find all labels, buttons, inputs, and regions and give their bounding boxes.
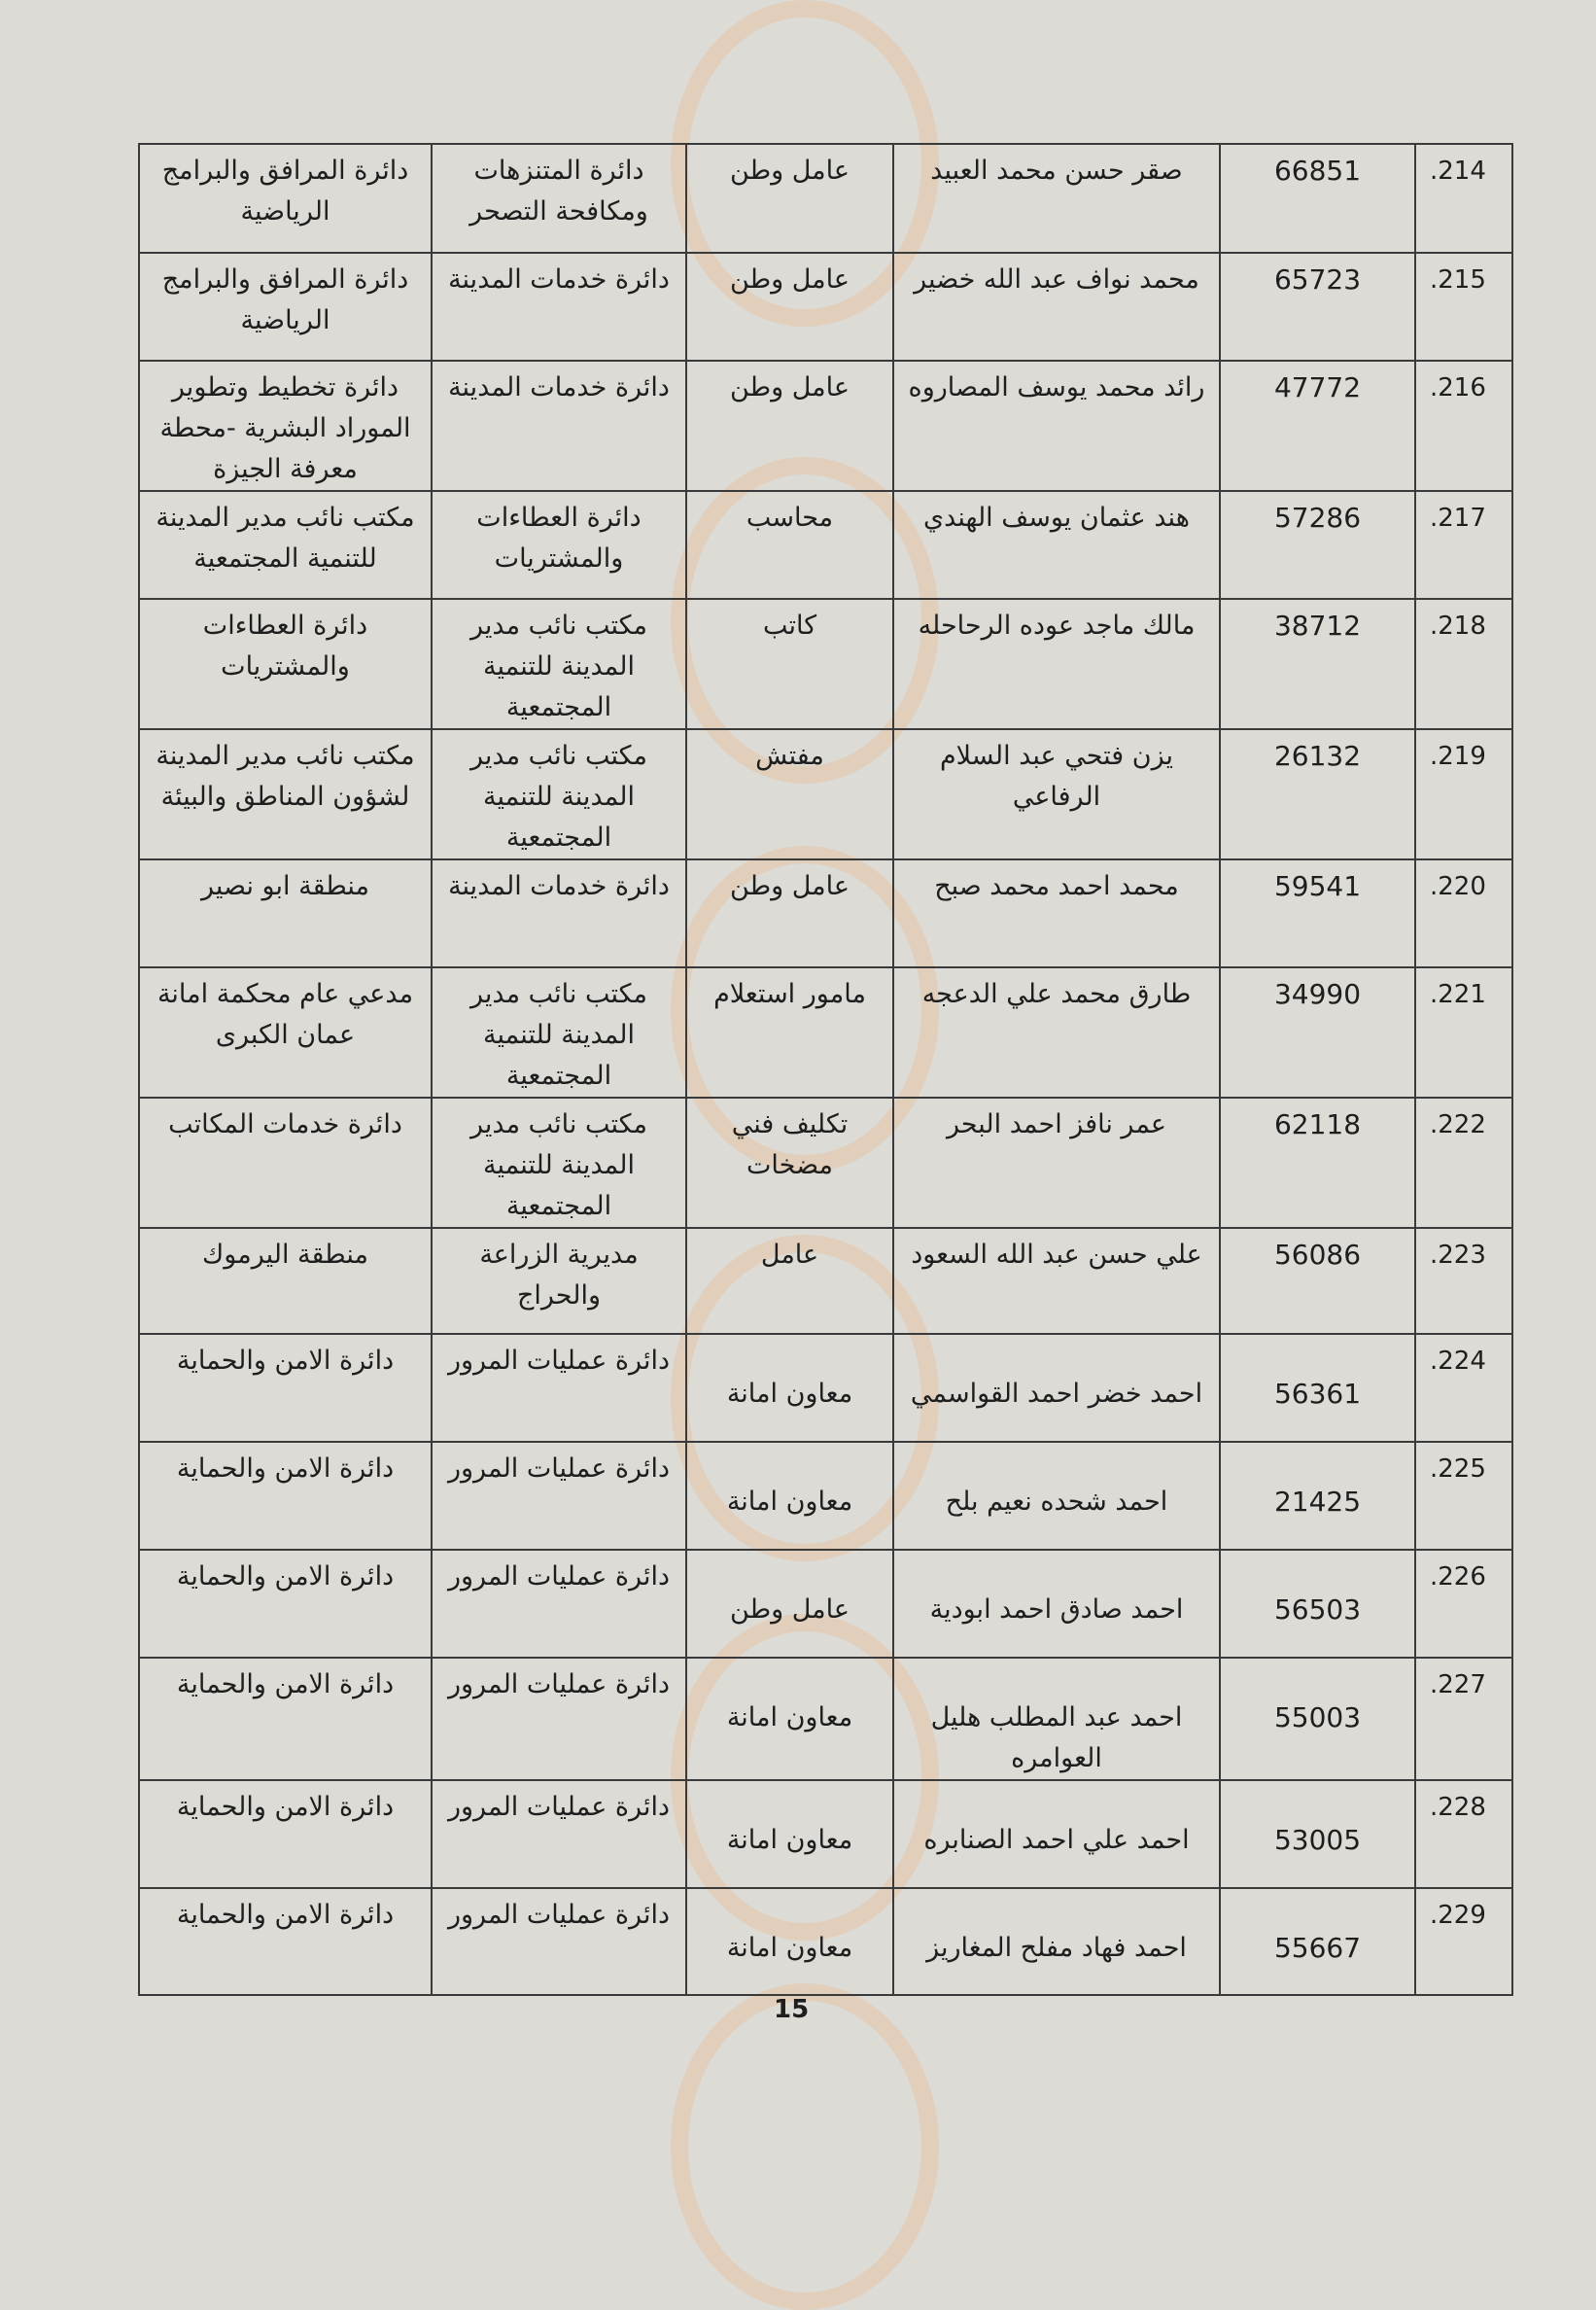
employee-id-cell: 55003 [1220, 1658, 1415, 1780]
table-row [139, 1780, 1512, 1888]
row-number-cell: .218 [1415, 599, 1512, 729]
employee-id-cell: 38712 [1220, 599, 1415, 729]
department-cell: دائرة عمليات المرور [432, 1658, 686, 1780]
table-row [139, 1442, 1512, 1550]
department-cell: مكتب نائب مدير المدينة للتنمية المجتمعية [432, 729, 686, 859]
job-title-cell: عامل وطن [686, 1550, 893, 1658]
assigned-section-cell: دائرة الامن والحماية [139, 1658, 432, 1780]
table-row [139, 361, 1512, 491]
job-title-cell: معاون امانة [686, 1658, 893, 1780]
employee-name-cell: يزن فتحي عبد السلام الرفاعي [893, 729, 1220, 859]
department-cell: دائرة عمليات المرور [432, 1442, 686, 1550]
job-title-cell: عامل وطن [686, 253, 893, 361]
table-row [139, 859, 1512, 967]
department-cell: دائرة خدمات المدينة [432, 859, 686, 967]
job-title-cell: مامور استعلام [686, 967, 893, 1098]
employee-table [138, 143, 1513, 1996]
employee-name-cell: علي حسن عبد الله السعود [893, 1228, 1220, 1334]
assigned-section-cell: مكتب نائب مدير المدينة لشؤون المناطق والبيئة [139, 729, 432, 859]
employee-id-cell: 34990 [1220, 967, 1415, 1098]
assigned-section-cell: دائرة الامن والحماية [139, 1550, 432, 1658]
table-row [139, 1228, 1512, 1334]
employee-name-cell: هند عثمان يوسف الهندي [893, 491, 1220, 599]
row-number-cell: .217 [1415, 491, 1512, 599]
employee-name-cell: احمد خضر احمد القواسمي [893, 1334, 1220, 1442]
assigned-section-cell: دائرة المرافق والبرامج الرياضية [139, 144, 432, 253]
department-cell: مديرية الزراعة والحراج [432, 1228, 686, 1334]
department-cell: دائرة المتنزهات ومكافحة التصحر [432, 144, 686, 253]
row-number-cell: .227 [1415, 1658, 1512, 1780]
employee-name-cell: طارق محمد علي الدعجه [893, 967, 1220, 1098]
page-number: 15 [774, 1995, 810, 2024]
department-cell: دائرة خدمات المدينة [432, 253, 686, 361]
employee-name-cell: احمد شحده نعيم بلح [893, 1442, 1220, 1550]
table-row [139, 491, 1512, 599]
assigned-section-cell: دائرة الامن والحماية [139, 1780, 432, 1888]
row-number-cell: .216 [1415, 361, 1512, 491]
table-row [139, 1888, 1512, 1995]
employee-name-cell: عمر نافز احمد البحر [893, 1098, 1220, 1228]
assigned-section-cell: دائرة الامن والحماية [139, 1888, 432, 1995]
table-row [139, 144, 1512, 253]
assigned-section-cell: دائرة خدمات المكاتب [139, 1098, 432, 1228]
table-row [139, 253, 1512, 361]
job-title-cell: عامل [686, 1228, 893, 1334]
row-number-cell: .214 [1415, 144, 1512, 253]
job-title-cell: معاون امانة [686, 1780, 893, 1888]
assigned-section-cell: دائرة الامن والحماية [139, 1334, 432, 1442]
employee-name-cell: محمد نواف عبد الله خضير [893, 253, 1220, 361]
row-number-cell: .215 [1415, 253, 1512, 361]
row-number-cell: .221 [1415, 967, 1512, 1098]
department-cell: دائرة خدمات المدينة [432, 361, 686, 491]
job-title-cell: تكليف فني مضخات [686, 1098, 893, 1228]
assigned-section-cell: دائرة تخطيط وتطوير الموراد البشرية -محطة معرفة الجيزة [139, 361, 432, 491]
watermark-clock-icon [671, 1983, 939, 2310]
table-row [139, 1550, 1512, 1658]
row-number-cell: .225 [1415, 1442, 1512, 1550]
employee-id-cell: 56503 [1220, 1550, 1415, 1658]
employee-id-cell: 62118 [1220, 1098, 1415, 1228]
employee-id-cell: 56086 [1220, 1228, 1415, 1334]
employee-id-cell: 55667 [1220, 1888, 1415, 1995]
job-title-cell: عامل وطن [686, 361, 893, 491]
row-number-cell: .219 [1415, 729, 1512, 859]
row-number-cell: .229 [1415, 1888, 1512, 1995]
employee-id-cell: 26132 [1220, 729, 1415, 859]
department-cell: دائرة عمليات المرور [432, 1334, 686, 1442]
table-row [139, 1334, 1512, 1442]
employee-id-cell: 65723 [1220, 253, 1415, 361]
assigned-section-cell: منطقة اليرموك [139, 1228, 432, 1334]
job-title-cell: محاسب [686, 491, 893, 599]
row-number-cell: .223 [1415, 1228, 1512, 1334]
employee-id-cell: 59541 [1220, 859, 1415, 967]
employee-id-cell: 53005 [1220, 1780, 1415, 1888]
department-cell: مكتب نائب مدير المدينة للتنمية المجتمعية [432, 967, 686, 1098]
table-row [139, 729, 1512, 859]
employee-id-cell: 57286 [1220, 491, 1415, 599]
job-title-cell: معاون امانة [686, 1888, 893, 1995]
job-title-cell: مفتش [686, 729, 893, 859]
employee-id-cell: 56361 [1220, 1334, 1415, 1442]
employee-name-cell: احمد صادق احمد ابودية [893, 1550, 1220, 1658]
department-cell: دائرة عمليات المرور [432, 1780, 686, 1888]
employee-id-cell: 21425 [1220, 1442, 1415, 1550]
table-row [139, 967, 1512, 1098]
employee-name-cell: صقر حسن محمد العبيد [893, 144, 1220, 253]
employee-id-cell: 66851 [1220, 144, 1415, 253]
job-title-cell: كاتب [686, 599, 893, 729]
row-number-cell: .224 [1415, 1334, 1512, 1442]
assigned-section-cell: مدعي عام محكمة امانة عمان الكبرى [139, 967, 432, 1098]
department-cell: دائرة عمليات المرور [432, 1550, 686, 1658]
department-cell: مكتب نائب مدير المدينة للتنمية المجتمعية [432, 1098, 686, 1228]
employee-id-cell: 47772 [1220, 361, 1415, 491]
employee-name-cell: محمد احمد محمد صبح [893, 859, 1220, 967]
job-title-cell: معاون امانة [686, 1334, 893, 1442]
employee-name-cell: مالك ماجد عوده الرحاحله [893, 599, 1220, 729]
table-row [139, 599, 1512, 729]
job-title-cell: معاون امانة [686, 1442, 893, 1550]
employee-name-cell: احمد علي احمد الصنابره [893, 1780, 1220, 1888]
row-number-cell: .222 [1415, 1098, 1512, 1228]
department-cell: دائرة العطاءات والمشتريات [432, 491, 686, 599]
assigned-section-cell: منطقة ابو نصير [139, 859, 432, 967]
employee-name-cell: احمد عبد المطلب هليل العوامره [893, 1658, 1220, 1780]
job-title-cell: عامل وطن [686, 859, 893, 967]
table-row [139, 1658, 1512, 1780]
department-cell: دائرة عمليات المرور [432, 1888, 686, 1995]
table-row [139, 1098, 1512, 1228]
job-title-cell: عامل وطن [686, 144, 893, 253]
assigned-section-cell: دائرة العطاءات والمشتريات [139, 599, 432, 729]
row-number-cell: .228 [1415, 1780, 1512, 1888]
row-number-cell: .226 [1415, 1550, 1512, 1658]
employee-name-cell: احمد فهاد مفلح المغاريز [893, 1888, 1220, 1995]
row-number-cell: .220 [1415, 859, 1512, 967]
department-cell: مكتب نائب مدير المدينة للتنمية المجتمعية [432, 599, 686, 729]
assigned-section-cell: مكتب نائب مدير المدينة للتنمية المجتمعية [139, 491, 432, 599]
assigned-section-cell: دائرة الامن والحماية [139, 1442, 432, 1550]
employee-name-cell: رائد محمد يوسف المصاروه [893, 361, 1220, 491]
assigned-section-cell: دائرة المرافق والبرامج الرياضية [139, 253, 432, 361]
